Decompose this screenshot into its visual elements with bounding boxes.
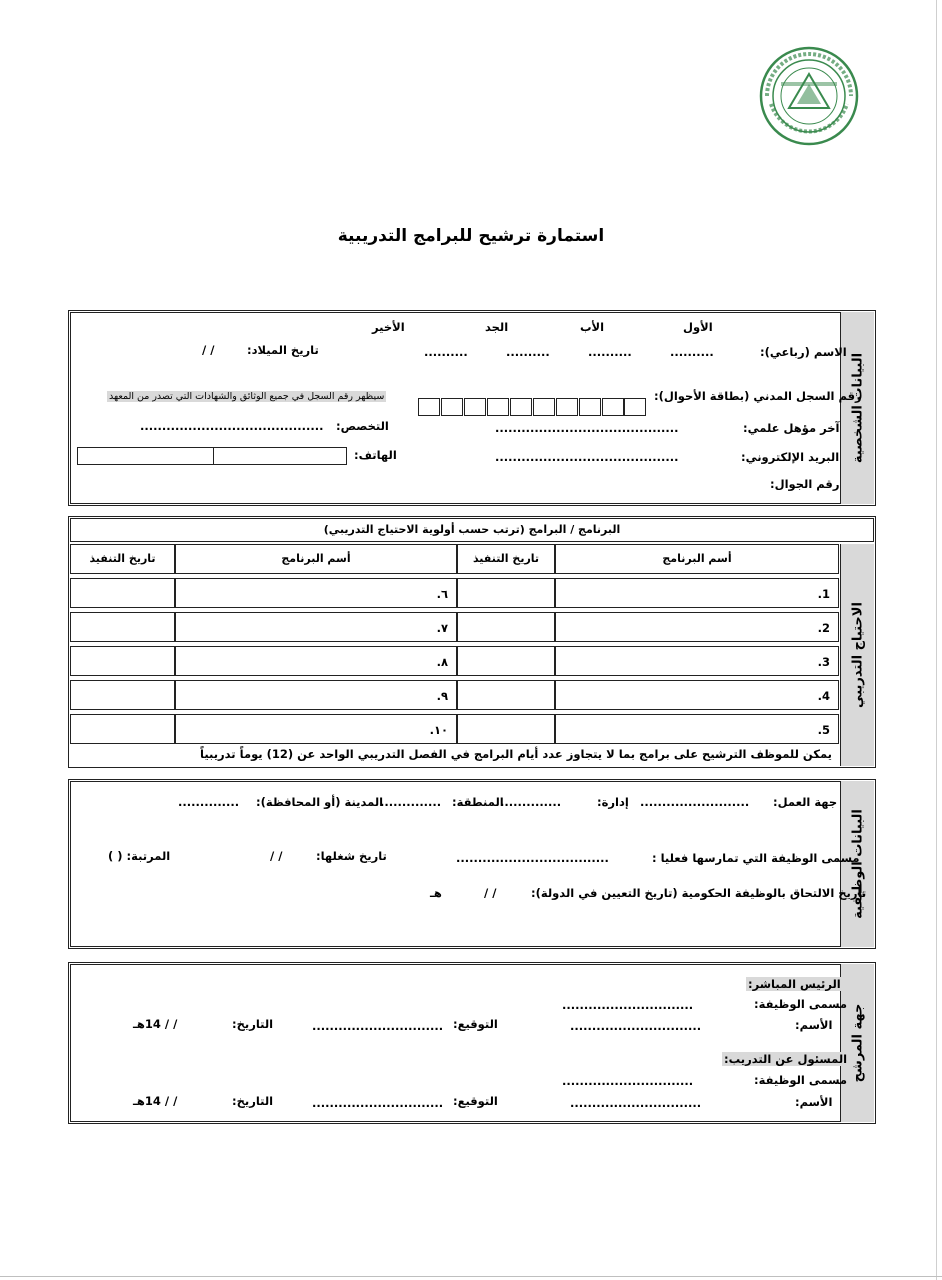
manager-date-label: التاريخ: [232,1017,274,1031]
civil-id-digit[interactable] [464,398,486,416]
training-date-field[interactable]: / / 14هـ [133,1094,178,1108]
training-name-label: الأسم: [795,1095,833,1109]
civil-id-digit[interactable] [556,398,578,416]
join-date-label: تاريخ الالتحاق بالوظيفة الحكومية (تاريخ التعيين في الدولة): [531,886,867,900]
table-row-right-name[interactable]: 4. [555,680,839,710]
col-program-name-right: أسم البرنامج [555,544,839,574]
specialization-field[interactable]: .......................................... [140,419,324,433]
civil-id-note: سيظهر رقم السجل في جميع الوثائق والشهادات التي تصدر من المعهد [109,391,385,402]
qualification-field[interactable]: .......................................... [495,421,679,435]
page-edge [0,1276,942,1277]
training-officer-heading: المسئول عن التدريب: [724,1052,848,1066]
personal-section-label: البيانات الشخصية [850,352,865,464]
department-field[interactable]: .............. [500,795,562,809]
occupied-date-label: تاريخ شغلها: [316,849,387,863]
civil-id-digit[interactable] [441,398,463,416]
col-grandfather-name: الجد [485,320,509,334]
programs-section-label-cell [840,544,874,766]
table-row-right-date[interactable] [457,612,555,642]
manager-heading: الرئيس المباشر: [748,977,841,991]
col-program-date-left: تاريخ التنفيذ [70,544,175,574]
civil-id-digit[interactable] [579,398,601,416]
table-row-left-date[interactable] [70,714,175,744]
table-row-left-date[interactable] [70,578,175,608]
civil-id-digit[interactable] [510,398,532,416]
table-row-right-date[interactable] [457,714,555,744]
table-row-left-date[interactable] [70,680,175,710]
col-program-date-right: تاريخ التنفيذ [457,544,555,574]
name-label: الاسم (رباعي): [760,345,847,359]
nominator-section-label-cell [840,964,874,1122]
job-title-field[interactable]: ................................... [456,851,609,865]
department-label: إدارة: [597,795,629,809]
civil-id-boxes[interactable] [418,398,646,416]
employer-label: جهة العمل: [773,795,838,809]
name-father-field[interactable]: .......... [588,345,632,359]
birth-date-label: تاريخ الميلاد: [247,343,319,357]
email-field[interactable]: .......................................... [495,450,679,464]
training-job-title-label: مسمى الوظيفة: [754,1073,848,1087]
training-signature-field[interactable]: .............................. [312,1096,444,1110]
job-section-label: البيانات الوظيفية [850,809,865,919]
table-row-right-name[interactable]: 2. [555,612,839,642]
institute-logo [757,44,861,148]
nominator-section-label: جهة المرشح [850,1003,865,1083]
job-title-label: مسمى الوظيفة التي تمارسها فعليا : [652,851,860,865]
manager-name-field[interactable]: .............................. [570,1019,702,1033]
table-row-left-date[interactable] [70,646,175,676]
form-title: استمارة ترشيح للبرامج التدريبية [337,226,605,246]
email-label: البريد الإلكتروني: [741,450,840,464]
col-last-name: الأخير [372,320,405,334]
city-label: المدينة (أو المحافظة): [256,795,384,809]
employer-field[interactable]: ......................... [640,795,750,809]
rank-field[interactable]: المرتبة: ( ) [108,849,171,863]
programs-note: يمكن للموظف الترشيح على برامج بما لا يتجاوز عدد أيام البرامج في الفصل التدريبي الواحد عن (12) يوماً تدريبياً [200,747,832,761]
occupied-date-field[interactable]: / / [270,849,283,863]
col-first-name: الأول [683,320,713,334]
civil-id-digit[interactable] [487,398,509,416]
name-first-field[interactable]: .......... [670,345,714,359]
specialization-label: التخصص: [336,419,389,433]
mobile-label: رقم الجوال: [770,477,840,491]
table-row-left-date[interactable] [70,612,175,642]
table-row-left-name[interactable]: ٦. [175,578,457,608]
name-last-field[interactable]: .......... [424,345,468,359]
table-row-left-name[interactable]: ٩. [175,680,457,710]
join-date-suffix: هـ [430,886,442,900]
civil-id-digit[interactable] [624,398,646,416]
manager-date-field[interactable]: / / 14هـ [133,1017,178,1031]
civil-id-digit[interactable] [602,398,624,416]
city-field[interactable]: .............. [178,795,240,809]
table-row-right-date[interactable] [457,578,555,608]
personal-section-label-cell [840,312,874,504]
table-row-left-name[interactable]: ١٠. [175,714,457,744]
table-row-right-date[interactable] [457,646,555,676]
manager-signature-label: التوقيع: [453,1017,498,1031]
qualification-label: آخر مؤهل علمي: [743,421,840,435]
col-father-name: الأب [580,320,605,334]
col-program-name-left: أسم البرنامج [175,544,457,574]
civil-id-label: رقم السجل المدني (بطاقة الأحوال): [654,389,862,403]
name-grandfather-field[interactable]: .......... [506,345,550,359]
manager-job-title-label: مسمى الوظيفة: [754,997,848,1011]
manager-name-label: الأسم: [795,1018,833,1032]
phone-field-divider [213,448,214,464]
table-row-right-date[interactable] [457,680,555,710]
table-row-left-name[interactable]: ٧. [175,612,457,642]
training-date-label: التاريخ: [232,1094,274,1108]
table-row-left-name[interactable]: ٨. [175,646,457,676]
join-date-field[interactable]: / / [484,886,497,900]
manager-job-title-field[interactable]: .............................. [562,998,694,1012]
table-row-right-name[interactable]: 1. [555,578,839,608]
phone-field[interactable] [77,447,347,465]
phone-label: الهاتف: [354,448,397,462]
birth-date-field[interactable]: / / [202,343,215,357]
table-row-right-name[interactable]: 3. [555,646,839,676]
civil-id-digit[interactable] [533,398,555,416]
page-edge [936,0,937,1280]
civil-id-digit[interactable] [418,398,440,416]
region-label: المنطقة: [452,795,504,809]
manager-signature-field[interactable]: .............................. [312,1019,444,1033]
programs-header: البرنامج / البرامج (ترتب حسب أولوية الاحتياج التدريبي) [70,518,874,542]
table-row-right-name[interactable]: 5. [555,714,839,744]
programs-section-label: الاحتياج التدريبي [850,602,865,708]
training-job-title-field[interactable]: .............................. [562,1074,694,1088]
training-name-field[interactable]: .............................. [570,1096,702,1110]
region-field[interactable]: .............. [380,795,442,809]
training-signature-label: التوقيع: [453,1094,498,1108]
